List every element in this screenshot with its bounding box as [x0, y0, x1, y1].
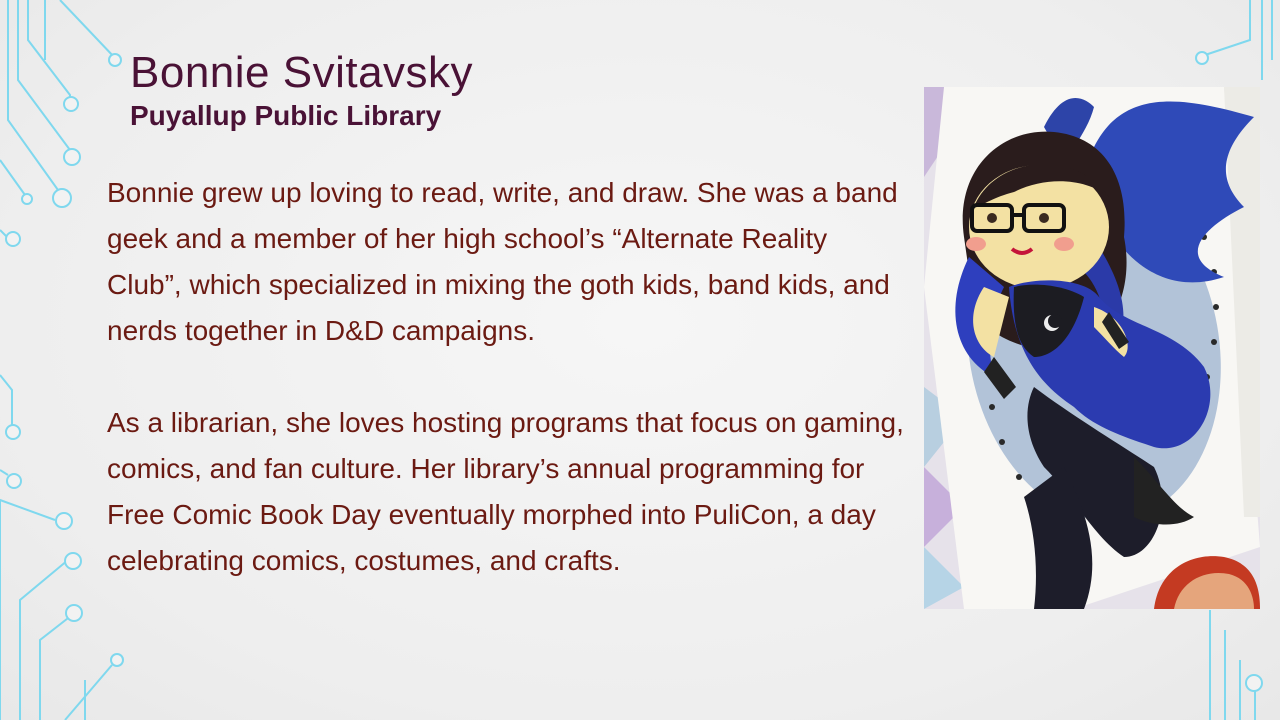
cartoon-portrait-drawing-icon: [924, 87, 1260, 609]
page-subtitle: Puyallup Public Library: [130, 100, 442, 131]
cartoon-portrait-image: [924, 87, 1260, 609]
bio-text: [107, 170, 907, 630]
bio-paragraph-2: As a librarian, she loves hosting programs that focus on gaming, comics, and fan culture. Her library’s annual programming for Free Comic Book Day eventually morphed into PuliCon, a day celebrating comics, costumes, and crafts.: [107, 407, 904, 576]
bio-paragraph-1: Bonnie grew up loving to read, write, and draw. She was a band geek and a member of her high school’s “Alternate Reality Club”, which specialized in mixing the goth kids, band kids, and nerds together in D&D campaigns.: [107, 177, 898, 346]
page-title: Bonnie Svitavsky: [130, 48, 474, 97]
